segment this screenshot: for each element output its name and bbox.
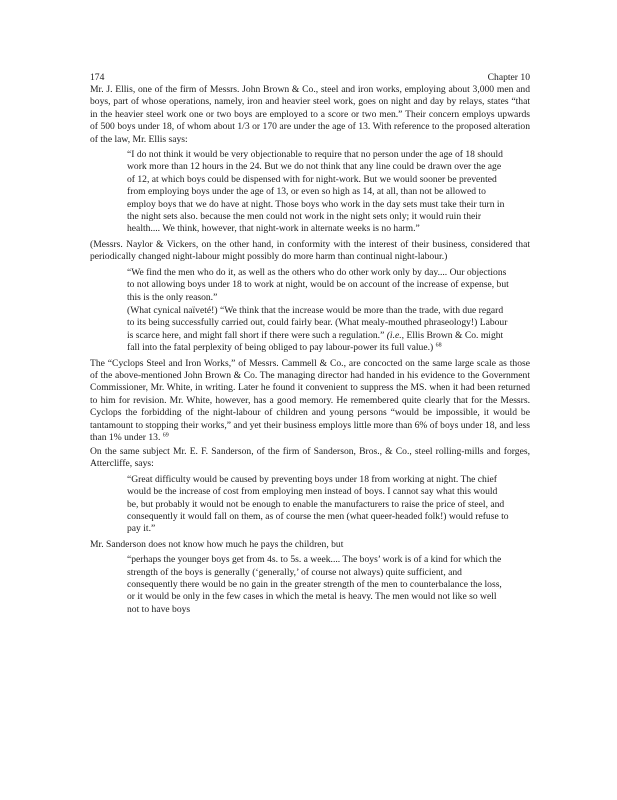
quote-boys-pay-text: “perhaps the younger boys get from 4s. to 5s. a week.... The boys’ work is of a kind for which the strength of the boys is generally (‘generally,’ of course not always) quite sufficient, and consequently there would be no gain in the greater strength of the men to counterbalance the loss, or it would be only in the few cases in which the metal is heavy. The men would not like so well not to have boys	[127, 554, 502, 615]
quote-ellis-brown-tail: Ellis Brown & Co. might fall into the fatal perplexity of being obliged to pay labour-power its full value.)	[127, 329, 504, 354]
page-body	[90, 84, 530, 619]
block-quote-ellis	[127, 149, 509, 236]
block-quote-night-work	[127, 267, 509, 355]
paragraph-cyclops	[90, 358, 530, 445]
paragraph-cyclops-text: The “Cyclops Steel and Iron Works,” of Messrs. Cammell & Co., are concocted on the same large scale as those of the above-mentioned John Brown & Co. The managing director had handed in his evidence to the Government Commissioner, Mr. White, in writing. Later he found it convenient to suppress the MS. when it had been returned to him for revision. Mr. White, however, has a good memory. He remembered quite clearly that for the Messrs. Cyclops the forbidding of the night-labour of children and young persons “would be impossible, it would be tantamount to stopping their works,” and yet their business employs little more than 6% of boys under 18, and less than 1% under 13.	[90, 357, 530, 443]
block-quote-sanderson	[127, 474, 509, 536]
quote-naivete-text	[127, 305, 509, 355]
page-number: 174	[90, 72, 105, 83]
block-quote-boys-pay	[127, 554, 509, 616]
footnote-ref-69: 69	[162, 432, 169, 439]
chapter-title: Chapter 10	[487, 72, 530, 83]
paragraph-naylor-vickers: (Messrs. Naylor & Vickers, on the other hand, in conformity with the interest of their business, considered that periodically changed night-labour might possibly do more harm than continual night-labour.)	[90, 238, 530, 263]
quote-ellis-text: “I do not think it would be very objectionable to require that no person under the age of 18 should work more than 12 hours in the 24. But we do not think that any line could be drawn over the age of 12, at which boys could be dispensed with for night-work. But we would sooner be prevented from employing boys under the age of 13, or even so high as 14, at all, than not be allowed to employ boys that we do have at night. Those boys who work in the day sets must take their turn in the night sets also. because the men could not work in the night sets only; it would ruin their health.... We think, however, that night-work in alternate weeks is no harm.”	[127, 149, 505, 235]
quote-sanderson-text: “Great difficulty would be caused by preventing boys under 18 from working at night. The chief would be the increase of cost from employing men instead of boys. I cannot say what this would be, but probably it would not be enough to enable the manufacturers to raise the price of steel, and consequently it would fall on them, as of course the men (what queer-headed folk!) would refuse to pay it.”	[127, 473, 509, 535]
footnote-ref-68: 68	[435, 342, 442, 349]
quote-night-work-text: “We find the men who do it, as well as the others who do other work only by day.... Our objections to not allowing boys under 18 to work at night, would be on account of the increase of expense, but this is the only reason.”	[127, 266, 509, 303]
quote-naivete-main: (What cynical naïveté!) “We think that the increase would be more than the trade, with due regard to its being successfully carried out, could fairly bear. (What mealy-mouthed phraseology!) Labour is scarce here, and might fall short if there were such a regulation.”	[127, 304, 508, 341]
running-header	[90, 71, 530, 85]
quote-ie-italic: (i.e.,	[386, 329, 405, 341]
paragraph-sanderson-intro: On the same subject Mr. E. F. Sanderson, of the firm of Sanderson, Bros., & Co., steel rolling-mills and forges, Attercliffe, says:	[90, 445, 530, 470]
paragraph-sanderson-pay: Mr. Sanderson does not know how much he pays the children, but	[90, 538, 344, 550]
paragraph-ellis-intro: Mr. J. Ellis, one of the firm of Messrs. John Brown & Co., steel and iron works, employing about 3,000 men and boys, part of whose operations, namely, iron and heavier steel work, goes on night and day by relays, states “that in the heavier steel work one or two boys are employed to a score or two men.” Their concern employs upwards of 500 boys under 18, of whom about 1/3 or 170 are under the age of 13. With reference to the proposed alteration of the law, Mr. Ellis says:	[90, 84, 530, 145]
